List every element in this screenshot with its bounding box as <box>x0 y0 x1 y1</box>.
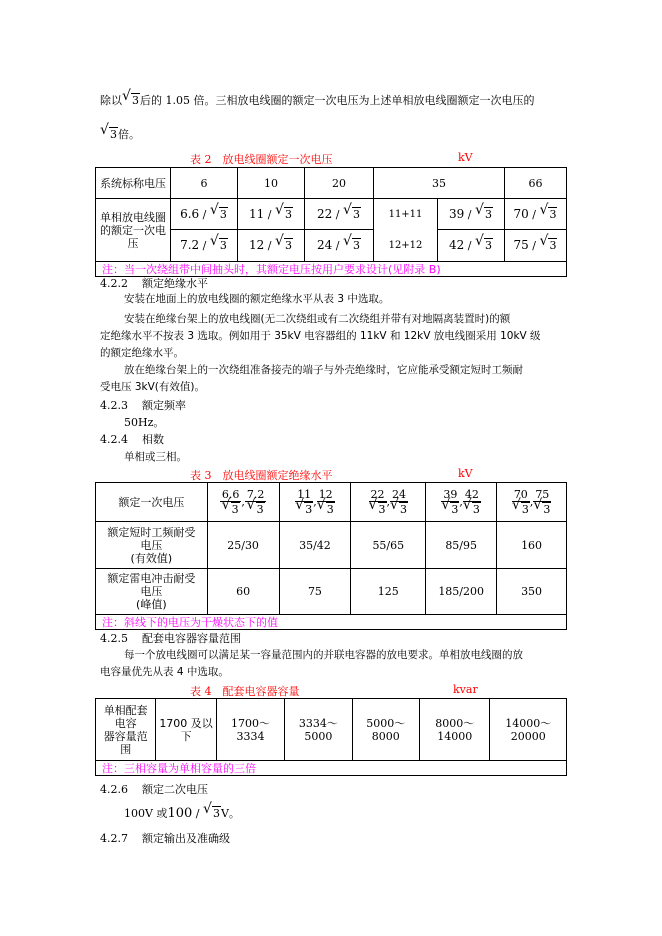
para-422-1: 安装在地面上的放电线圈的额定绝缘水平从表 3 中选取。 <box>124 293 390 305</box>
table-row <box>96 699 567 761</box>
fraction: 7.2 √ 3 <box>246 487 265 516</box>
fraction: 12 √ 3 <box>316 487 334 516</box>
table2-value-cell: 11 / √ 3 <box>238 199 305 230</box>
table3-cell: 160 <box>497 522 567 569</box>
para-422-3a: 放在绝缘台架上的一次绕组准备接壳的端子与外壳绝缘时，它应能承受额定短时工频耐 <box>124 364 523 376</box>
table4-caption: 表 4 配套电容器容量 kvar <box>190 683 478 698</box>
table3-cell: 85/95 <box>426 522 497 569</box>
sqrt-symbol: √ 3 <box>539 201 557 221</box>
table3-cell: 25/30 <box>207 522 279 569</box>
para-424: 单相或三相。 <box>124 451 187 463</box>
fraction: 42 √ 3 <box>462 487 480 516</box>
sqrt-symbol: √ 3 <box>209 233 227 252</box>
table3-hdr-cell: 11 √ 3 , 12 √ 3 <box>279 483 351 522</box>
sqrt-symbol: √ 3 <box>221 496 239 516</box>
table2-value-cell: 7.2 / √ 3 <box>171 230 238 261</box>
sqrt-symbol: √ 3 <box>342 201 360 221</box>
table2-value-cell: 70 / √ 3 <box>505 199 566 230</box>
table2-value-cell: 12 / √ 3 <box>238 230 305 261</box>
table2 <box>95 167 567 277</box>
table4-cell: 1700～ 3334 <box>216 699 284 761</box>
table4-cell: 8000～ 14000 <box>420 699 490 761</box>
sqrt-symbol: √ 3 <box>274 233 292 252</box>
table-row <box>96 483 567 522</box>
table2-value-cell: 12+12 <box>374 230 438 261</box>
intro-text-b: 后的 1.05 倍。三相放电线圈的额定一次电压为上述单相放电线圈额定一次电压的 <box>140 94 535 107</box>
table2-hdr-cell: 6 <box>171 168 238 199</box>
table2-unit: kV <box>458 151 473 164</box>
sqrt-symbol: √ 3 <box>342 233 360 252</box>
para-423: 50Hz。 <box>124 416 165 429</box>
table3-cell: 60 <box>207 569 279 615</box>
table3-hdr-cell: 6.6 √ 3 , 7.2 √ 3 <box>207 483 279 522</box>
sqrt-symbol: √ 3 <box>511 496 529 516</box>
table2-hdr-cell: 35 <box>374 168 505 199</box>
para-422-2b: 定绝缘水平不按表 3 选取。例如用于 35kV 电容器组的 11kV 和 12kV 放电线圈采用 10kV 级 <box>100 330 541 342</box>
fraction: 22 √ 3 <box>368 487 386 516</box>
table-row <box>96 199 567 262</box>
sqrt-symbol: √ 3 <box>295 496 313 516</box>
table3-cell: 55/65 <box>351 522 426 569</box>
sqrt-symbol: √ 3 <box>474 201 492 221</box>
fraction: 39 √ 3 <box>441 487 459 516</box>
para-425-b: 电容量优先从表 4 中选取。 <box>100 666 229 678</box>
sqrt-symbol: √ 3 <box>209 201 227 221</box>
table-row <box>96 615 567 630</box>
sqrt-symbol: √ 3 <box>316 496 334 516</box>
table2-header-label: 系统标称电压 <box>96 168 171 199</box>
table3-row1-label: 额定短时工频耐受 电压 (有效值) <box>96 522 208 569</box>
table3-cell: 350 <box>497 569 567 615</box>
sqrt-symbol: √ 3 <box>202 801 220 820</box>
table3-hdr-cell: 22 √ 3 , 24 √ 3 <box>351 483 426 522</box>
table2-hdr-cell: 10 <box>238 168 305 199</box>
table4-cell: 3334～ 5000 <box>285 699 352 761</box>
heading-4-2-5: 4.2.5 配套电容器容量范围 <box>100 632 241 645</box>
para-422-2a: 安装在绝缘台架上的放电线圈(无二次绕组或有二次绕组并带有对地隔离装置时)的额 <box>124 313 511 325</box>
table4-row-label: 单相配套 电容 器容量范 围 <box>96 699 156 761</box>
table2-value-cell: 42 / √ 3 <box>438 230 505 261</box>
fraction: 11 √ 3 <box>295 487 313 516</box>
table2-values <box>171 199 567 262</box>
table2-value-cell: 22 / √ 3 <box>305 199 374 230</box>
heading-4-2-3: 4.2.3 额定频率 <box>100 399 186 412</box>
table4-note: 注：三相容量为单相容量的三倍 <box>96 761 567 776</box>
table2-note: 注：当一次绕组带中间抽头时，其额定电压按用户要求设计(见附录 B) <box>96 262 567 277</box>
heading-4-2-7: 4.2.7 额定输出及准确级 <box>100 832 230 845</box>
heading-4-2-6: 4.2.6 额定二次电压 <box>100 783 208 796</box>
table2-row-label: 单相放电线圈的额定一次电压 <box>96 199 171 262</box>
table4 <box>95 698 567 776</box>
table3-cell: 125 <box>351 569 426 615</box>
sqrt-symbol: √ 3 <box>122 88 139 107</box>
table-row <box>96 522 567 569</box>
table3-hdr-cell: 70 √ 3 , 75 √ 3 <box>497 483 567 522</box>
fraction: 24 √ 3 <box>390 487 408 516</box>
table3-unit: kV <box>458 467 473 480</box>
fraction: 6.6 √ 3 <box>221 487 240 516</box>
intro-text-c: 倍。 <box>118 128 140 141</box>
sqrt-symbol: √ 3 <box>474 233 492 252</box>
table3-cell: 35/42 <box>279 522 351 569</box>
table3-cell: 75 <box>279 569 351 615</box>
sqrt-symbol: √ 3 <box>274 201 292 221</box>
table3-cell: 185/200 <box>426 569 497 615</box>
para-426: 100V 或100 / √ 3V。 <box>124 801 240 821</box>
table-row <box>96 569 567 615</box>
para-422-3b: 受电压 3kV(有效值)。 <box>100 381 205 393</box>
table3-row2-label: 额定雷电冲击耐受 电压 (峰值) <box>96 569 208 615</box>
fraction: 70 √ 3 <box>511 487 529 516</box>
table2-hdr-cell: 20 <box>305 168 374 199</box>
heading-4-2-2: 4.2.2 额定绝缘水平 <box>100 277 208 290</box>
table2-value-cell: 11+11 <box>374 199 438 230</box>
table2-caption: 表 2 放电线圈额定一次电压 kV <box>190 151 473 166</box>
table4-cell: 14000～ 20000 <box>490 699 567 761</box>
sqrt-symbol: √ 3 <box>462 496 480 516</box>
intro-text-a: 除以 <box>100 94 122 107</box>
table3-caption: 表 3 放电线圈额定绝缘水平 kV <box>190 467 473 482</box>
para-422-2c: 的额定绝缘水平。 <box>100 347 184 359</box>
sqrt-symbol: √ 3 <box>533 496 551 516</box>
sqrt-symbol: √ 3 <box>390 496 408 516</box>
heading-4-2-4: 4.2.4 相数 <box>100 433 164 446</box>
table2-value-cell: 39 / √ 3 <box>438 199 505 230</box>
para-425-a: 每一个放电线圈可以满足某一容量范围内的并联电容器的放电要求。单相放电线圈的放 <box>124 649 523 661</box>
table2-hdr-cell: 66 <box>505 168 567 199</box>
table4-unit: kvar <box>453 683 478 696</box>
table3-hdr-cell: 39 √ 3 , 42 √ 3 <box>426 483 497 522</box>
sqrt-symbol: √ 3 <box>368 496 386 516</box>
sqrt-symbol: √ 3 <box>246 496 264 516</box>
sqrt-symbol: √ 3 <box>441 496 459 516</box>
table2-value-cell: 6.6 / √ 3 <box>171 199 238 230</box>
intro-line-1 <box>100 88 535 109</box>
table-row <box>96 168 567 199</box>
table3-note: 注：斜线下的电压为干燥状态下的值 <box>96 615 567 630</box>
intro-line-2 <box>100 122 140 143</box>
table4-cell: 5000～ 8000 <box>352 699 419 761</box>
fraction: 75 √ 3 <box>533 487 551 516</box>
sqrt-symbol: √ 3 <box>100 122 117 141</box>
table4-cell: 1700 及以 下 <box>156 699 216 761</box>
table3 <box>95 482 567 630</box>
sqrt-symbol: √ 3 <box>539 233 557 252</box>
table-row <box>96 761 567 776</box>
table2-value-cell: 24 / √ 3 <box>305 230 374 261</box>
table3-header-label: 额定一次电压 <box>96 483 208 522</box>
table2-value-cell: 75 / √ 3 <box>513 233 557 252</box>
